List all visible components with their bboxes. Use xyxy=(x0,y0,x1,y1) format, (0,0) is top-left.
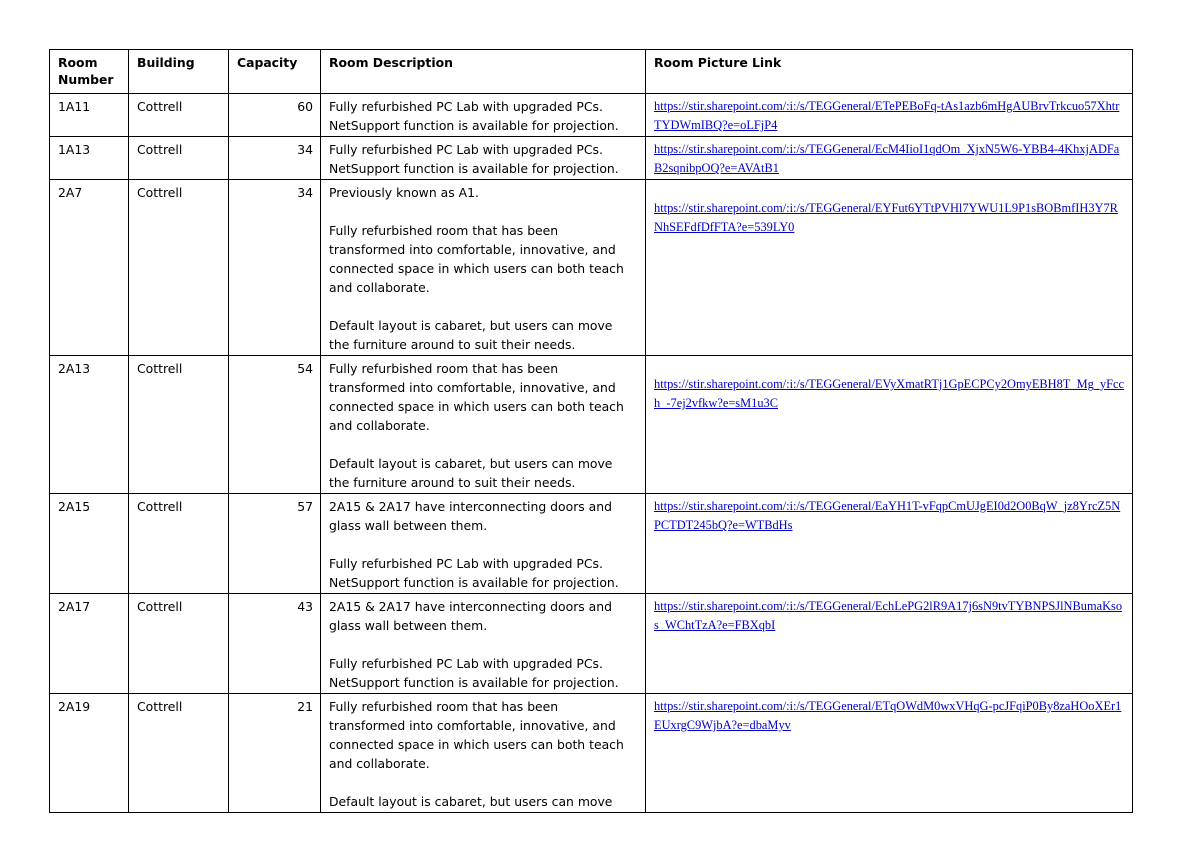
description-line: Fully refurbished room that has been xyxy=(329,361,559,376)
cell-room-picture-link xyxy=(646,94,1133,137)
description-spacer xyxy=(329,202,638,221)
cell-room-number: 2A17 xyxy=(50,594,129,694)
cell-room-description xyxy=(321,694,646,813)
table-row xyxy=(50,494,1133,594)
cell-room-picture-link xyxy=(646,494,1133,594)
description-spacer xyxy=(329,773,638,792)
description-line: the furniture around to suit their needs. xyxy=(329,337,576,352)
table-row xyxy=(50,94,1133,137)
cell-room-number: 1A13 xyxy=(50,137,129,180)
description-line: NetSupport function is available for projection. xyxy=(329,118,619,133)
description-line: the furniture around to suit their needs. xyxy=(329,475,576,490)
cell-room-description xyxy=(321,94,646,137)
description-line: Fully refurbished PC Lab with upgraded PCs. xyxy=(329,656,603,671)
cell-capacity: 43 xyxy=(229,594,321,694)
header-room-number: Room Number xyxy=(50,50,129,94)
cell-room-picture-link xyxy=(646,694,1133,813)
cell-room-picture-link xyxy=(646,594,1133,694)
table-row xyxy=(50,180,1133,356)
description-line: Fully refurbished PC Lab with upgraded PCs. xyxy=(329,142,603,157)
cell-room-description xyxy=(321,494,646,594)
description-line: transformed into comfortable, innovative, and xyxy=(329,380,616,395)
table-row xyxy=(50,694,1133,813)
description-line: connected space in which users can both teach xyxy=(329,737,624,752)
description-line: and collaborate. xyxy=(329,418,430,433)
description-line: glass wall between them. xyxy=(329,518,488,533)
description-line: glass wall between them. xyxy=(329,618,488,633)
cell-room-description xyxy=(321,594,646,694)
cell-room-number: 2A19 xyxy=(50,694,129,813)
room-picture-link[interactable]: https://stir.sharepoint.com/:i:/s/TEGGeneral/EYFut6YTtPVHl7YWU1L9P1sBOBmfIH3Y7RNhSEFdfDfFTA?e=539LY0 xyxy=(654,201,1118,234)
cell-building: Cottrell xyxy=(129,356,229,494)
cell-room-number: 1A11 xyxy=(50,94,129,137)
cell-room-description xyxy=(321,356,646,494)
table-row xyxy=(50,594,1133,694)
cell-building: Cottrell xyxy=(129,94,229,137)
cell-room-picture-link xyxy=(646,180,1133,356)
room-picture-link[interactable]: https://stir.sharepoint.com/:i:/s/TEGGeneral/EcM4IioI1qdOm_XjxN5W6-YBB4-4KhxjADFaB2sqnibpOQ?e=AVAtB1 xyxy=(654,142,1120,175)
description-line: NetSupport function is available for projection. xyxy=(329,575,619,590)
cell-room-number: 2A15 xyxy=(50,494,129,594)
description-line: Fully refurbished room that has been xyxy=(329,699,559,714)
table-row xyxy=(50,356,1133,494)
cell-capacity: 54 xyxy=(229,356,321,494)
description-line: and collaborate. xyxy=(329,756,430,771)
description-spacer xyxy=(329,435,638,454)
description-line: connected space in which users can both teach xyxy=(329,399,624,414)
description-line: NetSupport function is available for projection. xyxy=(329,675,619,690)
description-spacer xyxy=(329,297,638,316)
description-line: transformed into comfortable, innovative, and xyxy=(329,242,616,257)
description-line: 2A15 & 2A17 have interconnecting doors and xyxy=(329,599,612,614)
cell-room-number: 2A13 xyxy=(50,356,129,494)
rooms-table xyxy=(49,49,1133,813)
table-row xyxy=(50,137,1133,180)
description-spacer xyxy=(329,635,638,654)
cell-room-number: 2A7 xyxy=(50,180,129,356)
description-line: and collaborate. xyxy=(329,280,430,295)
room-picture-link[interactable]: https://stir.sharepoint.com/:i:/s/TEGGeneral/EVyXmatRTj1GpECPCy2OmyEBH8T_Mg_yFcch_-7ej2vfkw?e=sM1u3C xyxy=(654,377,1125,410)
cell-room-picture-link xyxy=(646,137,1133,180)
header-room-description: Room Description xyxy=(321,50,646,94)
cell-capacity: 34 xyxy=(229,137,321,180)
cell-building: Cottrell xyxy=(129,594,229,694)
cell-room-description xyxy=(321,137,646,180)
cell-building: Cottrell xyxy=(129,494,229,594)
cell-room-picture-link xyxy=(646,356,1133,494)
description-line: Fully refurbished room that has been xyxy=(329,223,559,238)
description-line: NetSupport function is available for projection. xyxy=(329,161,619,176)
description-line: transformed into comfortable, innovative, and xyxy=(329,718,616,733)
cell-capacity: 21 xyxy=(229,694,321,813)
description-line: Default layout is cabaret, but users can move xyxy=(329,794,613,809)
cell-capacity: 57 xyxy=(229,494,321,594)
cell-room-description xyxy=(321,180,646,356)
header-room-picture-link: Room Picture Link xyxy=(646,50,1133,94)
cell-building: Cottrell xyxy=(129,180,229,356)
cell-capacity: 34 xyxy=(229,180,321,356)
room-picture-link[interactable]: https://stir.sharepoint.com/:i:/s/TEGGeneral/EchLePG2lR9A17j6sN9tvTYBNPSJlNBumaKsos_WChtTzA?e=FBXqbI xyxy=(654,599,1123,632)
description-line: Fully refurbished PC Lab with upgraded PCs. xyxy=(329,99,603,114)
description-line: connected space in which users can both teach xyxy=(329,261,624,276)
room-picture-link[interactable]: https://stir.sharepoint.com/:i:/s/TEGGeneral/ETePEBoFq-tAs1azb6mHgAUBrvTrkcuo57XhtrTYDWmIBQ?e=oLFjP4 xyxy=(654,99,1120,132)
room-picture-link[interactable]: https://stir.sharepoint.com/:i:/s/TEGGeneral/ETqOWdM0wxVHqG-pcJFqiP0By8zaHOoXEr1EUxrgC9WjbA?e=dbaMyv xyxy=(654,699,1122,732)
header-building: Building xyxy=(129,50,229,94)
description-line: Previously known as A1. xyxy=(329,185,479,200)
description-line: Default layout is cabaret, but users can move xyxy=(329,456,613,471)
description-spacer xyxy=(329,535,638,554)
room-picture-link[interactable]: https://stir.sharepoint.com/:i:/s/TEGGeneral/EaYH1T-vFqpCmUJgEI0d2O0BqW_jz8YrcZ5NPCTDT245bQ?e=WTBdHs xyxy=(654,499,1121,532)
table-header-row xyxy=(50,50,1133,94)
description-line: Default layout is cabaret, but users can move xyxy=(329,318,613,333)
cell-building: Cottrell xyxy=(129,694,229,813)
description-line: 2A15 & 2A17 have interconnecting doors and xyxy=(329,499,612,514)
header-capacity: Capacity xyxy=(229,50,321,94)
cell-capacity: 60 xyxy=(229,94,321,137)
description-line: Fully refurbished PC Lab with upgraded PCs. xyxy=(329,556,603,571)
cell-building: Cottrell xyxy=(129,137,229,180)
